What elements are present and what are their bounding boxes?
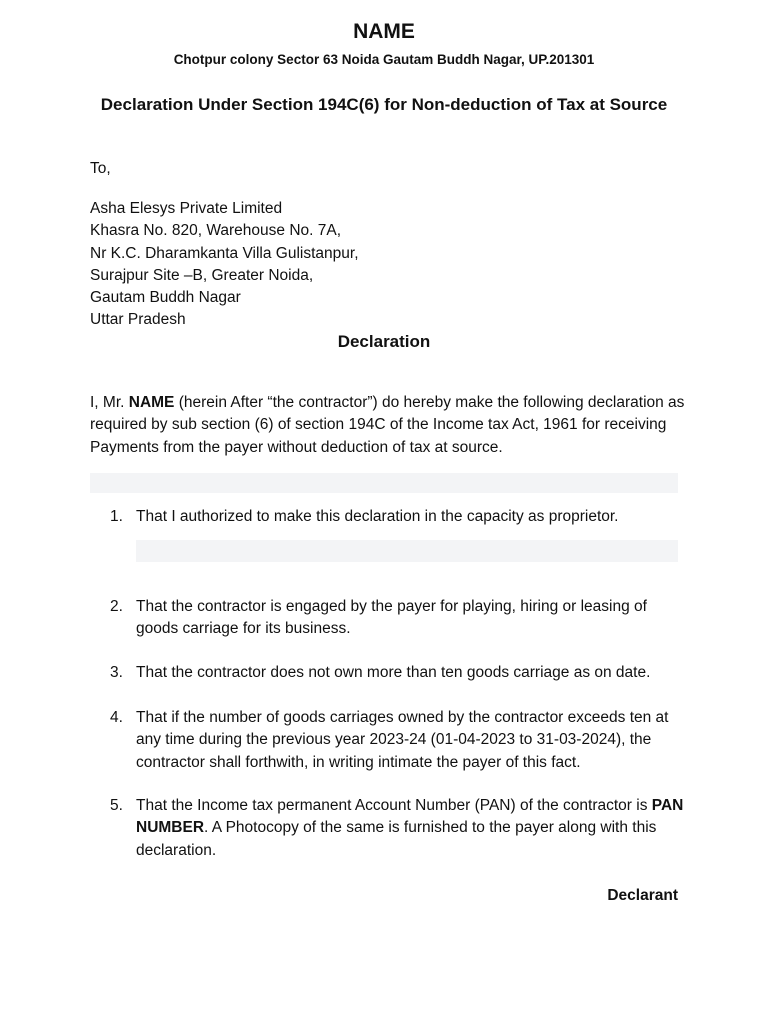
pan-number: PAN NUMBER — [136, 797, 684, 837]
shaded-blank-row — [90, 473, 678, 493]
intro-name: NAME — [128, 394, 175, 411]
declaration-heading: Declaration — [337, 332, 431, 351]
salutation: To, — [90, 160, 111, 177]
declaration-item-3 — [110, 662, 690, 684]
recipient-line: Surajpur Site –B, Greater Noida, — [90, 266, 314, 284]
item-text — [136, 795, 690, 862]
item-text: That I authorized to make this declaration in the capacity as proprietor. — [136, 508, 619, 525]
recipient-address-block — [90, 198, 359, 332]
item-number: 4. — [110, 709, 123, 726]
declarant-signoff: Declarant — [607, 887, 678, 904]
item-text: That the contractor is engaged by the payer for playing, hiring or leasing of goods carriage for its business. — [136, 598, 647, 638]
item-text-suffix: . A Photocopy of the same is furnished to the payer along with this declaration. — [136, 819, 657, 859]
recipient-line: Gautam Buddh Nagar — [90, 289, 241, 307]
intro-rest: (herein After “the contractor”) do hereby make the following declaration as required by sub section (6) of section 194C of the Income tax Act, 1961 for receiving Payments from the payer without deduction of tax at source. — [90, 394, 685, 456]
item-text-prefix: That the Income tax permanent Account Number (PAN) of the contractor is — [136, 797, 652, 814]
recipient-line: Khasra No. 820, Warehouse No. 7A, — [90, 222, 342, 240]
item-number: 3. — [110, 664, 123, 681]
recipient-line: Uttar Pradesh — [90, 311, 186, 329]
declaration-item-1 — [110, 506, 690, 528]
recipient-line: Asha Elesys Private Limited — [90, 200, 283, 217]
declaration-item-2 — [110, 596, 690, 641]
item-text: That if the number of goods carriages owned by the contractor exceeds ten at any time during the previous year 2023-24 (01-04-2023 to 31-03-2024), the contractor shall forthwith, in writing intimate the payer of this fact. — [136, 709, 669, 771]
item-text: That the contractor does not own more than ten goods carriage as on date. — [136, 664, 651, 681]
declaration-item-4 — [110, 707, 690, 774]
intro-prefix: I, Mr. — [90, 394, 129, 411]
item-number: 5. — [110, 797, 123, 814]
declaration-intro — [90, 392, 690, 459]
item-number: 2. — [110, 598, 123, 615]
item-number: 1. — [110, 508, 123, 525]
declaration-item-5 — [110, 795, 690, 862]
declarant-address: Chotpur colony Sector 63 Noida Gautam Buddh Nagar, UP.201301 — [173, 52, 595, 67]
recipient-line: Nr K.C. Dharamkanta Villa Gulistanpur, — [90, 244, 359, 262]
document-heading: Declaration Under Section 194C(6) for Non-deduction of Tax at Source — [100, 95, 668, 114]
declarant-name-title: NAME — [353, 20, 415, 43]
shaded-blank-row — [136, 540, 678, 562]
